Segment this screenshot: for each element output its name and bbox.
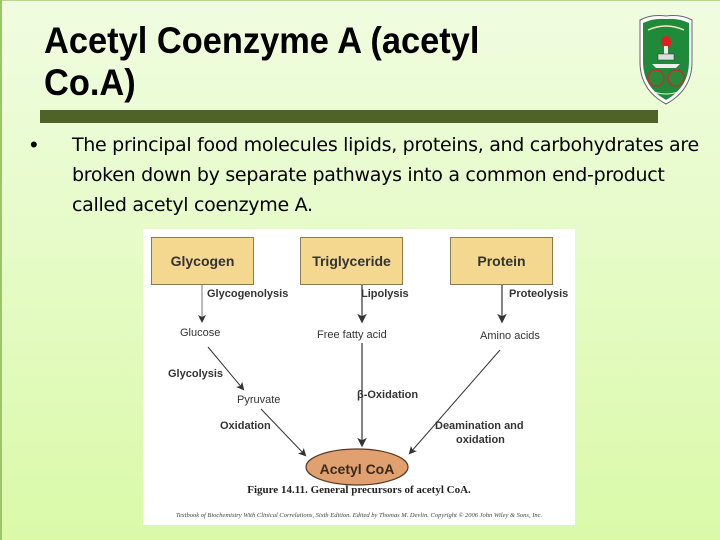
protein-box: Protein: [450, 237, 553, 285]
title-line-1: Acetyl Coenzyme A (acetyl: [44, 20, 480, 61]
pyruvate-label: Pyruvate: [237, 394, 281, 406]
deamination-label-line1: Deamination and: [435, 420, 524, 432]
deamination-label-line2: oxidation: [456, 434, 505, 446]
beta-oxidation-label: β-Oxidation: [357, 389, 419, 401]
bullet-marker: •: [30, 132, 38, 157]
glycogenolysis-label: Glycogenolysis: [207, 288, 289, 300]
triglyceride-box: Triglyceride: [300, 237, 403, 285]
slide-title: [44, 20, 583, 104]
glycogen-box: Glycogen: [151, 237, 254, 285]
university-crest-icon: [636, 12, 696, 108]
figure-credit: Textbook of Biochemistry With Clinical Correlations, Sixth Edition. Edited by Thomas M. Devlin. Copyright © 2006 John Wiley & Sons, Inc.: [175, 512, 543, 519]
free-fatty-acid-label: Free fatty acid: [317, 329, 387, 341]
metabolic-pathway-figure: [143, 229, 575, 525]
proteolysis-label: Proteolysis: [509, 288, 569, 300]
bullet-text: The principal food molecules lipids, proteins, and carbohydrates are broken down by separate pathways into a common end-product called acetyl coenzyme A.: [72, 134, 699, 216]
oxidation-label: Oxidation: [220, 420, 271, 432]
lipolysis-label: Lipolysis: [361, 288, 409, 300]
glucose-label: Glucose: [180, 327, 221, 339]
figure-caption: Figure 14.11. General precursors of acetyl CoA.: [247, 484, 471, 496]
glycolysis-label: Glycolysis: [168, 368, 224, 380]
slide-border-top: [0, 0, 720, 1]
acetyl-coa-node: Acetyl CoA: [319, 461, 395, 477]
slide-border-left: [0, 0, 2, 540]
amino-acids-label: Amino acids: [480, 330, 540, 342]
title-line-2: Co.A): [44, 62, 136, 103]
title-underline-bar: [40, 110, 658, 123]
